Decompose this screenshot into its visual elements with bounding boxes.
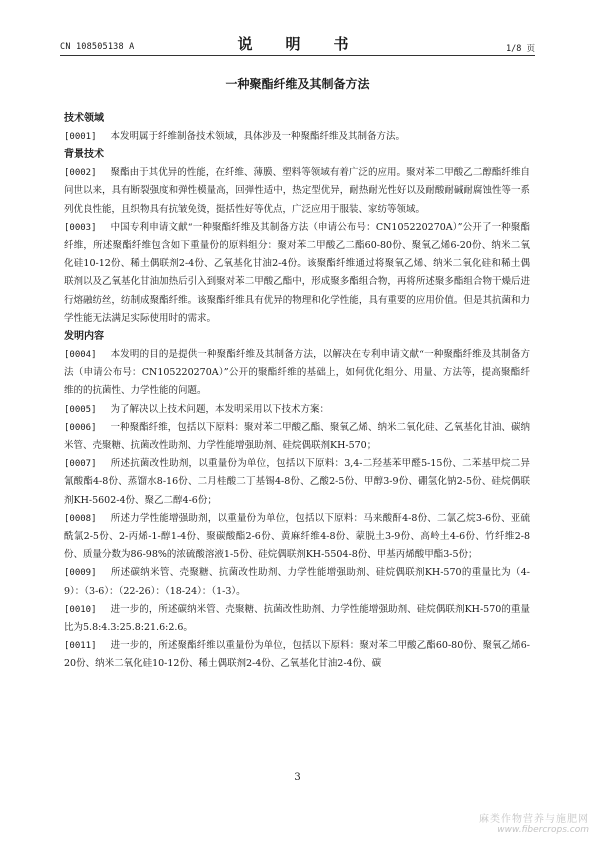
paragraph [64, 419, 530, 455]
site-watermark [479, 810, 589, 835]
paragraph-text: 本发明的目的是提供一种聚酯纤维及其制备方法，以解决在专利申请文献“一种聚酯纤维及其制备方法（申请公布号：CN105220270A）”公开的聚酯纤维的基础上，如何优化组分、用量、方法等，提高聚酯纤维的的抗菌性、力学性能的问题。 [64, 349, 530, 397]
paragraph-number: [0007] [64, 459, 97, 470]
paragraph [64, 164, 530, 219]
paragraph-number: [0005] [64, 404, 97, 415]
section-heading: 技术领域 [64, 113, 104, 124]
document-body [64, 110, 530, 674]
paragraph-number: [0003] [64, 222, 97, 233]
paragraph-text: 中国专利申请文献“一种聚酯纤维及其制备方法（申请公布号：CN105220270A）”公开了一种聚酯纤维，所述聚酯纤维包含如下重量份的原料组分：聚对苯二甲酸乙二酯60-80份、聚氧乙烯6-20份、纳米二氧化硅10-12份、稀土偶联剂2-4份、乙氧基化甘油2-4份。该聚酯纤维通过将聚氧乙烯、纳米二氧化硅和稀土偶联剂以及乙氧基化甘油加热后引入到聚对苯二甲酸乙酯中，形成聚多酯组合物，再将所述聚多酯组合物干燥后进行熔融纺丝，纺制成聚酯纤维。该聚酯纤维具有优异的物理和化学性能，具有重要的应用价值。但是其抗菌和力学性能无法满足实际使用时的需求。 [64, 221, 530, 324]
section-background [64, 146, 530, 328]
paragraph [64, 346, 530, 401]
page-number: 3 [294, 772, 301, 783]
paragraph-number: [0008] [64, 513, 97, 524]
paragraph-number: [0009] [64, 568, 97, 579]
watermark-url: www.fibercrops.com [497, 825, 589, 835]
paragraph-number: [0002] [64, 168, 97, 179]
paragraph-text: 所述抗菌改性助剂，以重量份为单位，包括以下原料：3,4-二羟基苯甲醛5-15份、二苯基甲烷二异氰酸酯4-8份、蒸馏水8-16份、二月桂酸二丁基锡4-8份、乙酸2-5份、甲醇3-9份、硼氢化钠2-5份、硅烷偶联剂KH-5602-4份、聚乙二醇4-6份； [64, 458, 530, 506]
paragraph [64, 128, 530, 146]
document-type: 说 明 书 [237, 35, 358, 53]
paragraph [64, 601, 530, 637]
paragraph-number: [0011] [64, 641, 97, 652]
paragraph-number: [0004] [64, 350, 97, 361]
paragraph-text: 所述力学性能增强助剂，以重量份为单位，包括以下原料：马来酸酐4-8份、二氯乙烷3-6份、亚硫酰氯2-5份、2-丙烯-1-醇1-4份、聚碳酸酯2-6份、黄麻纤维4-8份、蒙脱土3-9份、高岭土4-6份、竹纤维2-8份、质量分数为86-98%的浓硫酸溶液1-5份、硅烷偶联剂KH-5504-8份、甲基丙烯酸甲酯3-5份； [64, 512, 530, 561]
paragraph-text: 为了解决以上技术问题，本发明采用以下技术方案： [110, 403, 330, 415]
document-title: 一种聚酯纤维及其制备方法 [225, 77, 370, 91]
paragraph-text: 进一步的，所述聚酯纤维以重量份为单位，包括以下原料：聚对苯二甲酸乙酯60-80份、聚氧乙烯6-20份、纳米二氧化硅10-12份、稀土偶联剂2-4份、乙氧基化甘油2-4份、碳 [64, 640, 530, 670]
section-heading: 发明内容 [64, 331, 104, 343]
section-summary [64, 328, 530, 674]
patent-number: CN 108505138 A [60, 42, 135, 52]
paragraph-text: 一种聚酯纤维，包括以下原料：聚对苯二甲酸乙酯、聚氧乙烯、纳米二氧化硅、乙氧基化甘油、碳纳米管、壳聚糖、抗菌改性助剂、力学性能增强助剂、硅烷偶联剂KH-570； [64, 421, 530, 452]
paragraph [64, 510, 530, 565]
paragraph-text: 所述碳纳米管、壳聚糖、抗菌改性助剂、力学性能增强助剂、硅烷偶联剂KH-570的重量比为（4-9）：（3-6）：（22-26）：（18-24）：（1-3）。 [64, 567, 530, 597]
section-heading: 背景技术 [64, 149, 104, 161]
paragraph [64, 564, 530, 600]
paragraph-text: 聚酯由于其优异的性能，在纤维、薄膜、塑料等领域有着广泛的应用。聚对苯二甲酸乙二醇酯纤维自问世以来，具有断裂强度和弹性模量高，回弹性适中，热定型优异，耐热耐光性好以及耐酸耐碱耐腐蚀性等一系列优良性能，且织物具有抗皱免烫，挺括性好等优点，广泛应用于服装、家纺等领域。 [64, 167, 530, 215]
page-header [60, 28, 535, 54]
paragraph [64, 637, 530, 673]
paragraph-text: 本发明属于纤维制备技术领域，具体涉及一种聚酯纤维及其制备方法。 [110, 131, 406, 142]
page-of-total: 1/8 页 [506, 44, 535, 54]
paragraph-number: [0006] [64, 422, 97, 433]
paragraph [64, 219, 530, 328]
paragraph-number: [0001] [64, 132, 97, 142]
header-rule [60, 55, 535, 56]
section-technical-field [64, 110, 530, 146]
paragraph-text: 进一步的，所述碳纳米管、壳聚糖、抗菌改性助剂、力学性能增强助剂、硅烷偶联剂KH-570的重量比为5.8:4.3:25.8:21.6:2.6。 [64, 603, 530, 634]
paragraph-number: [0010] [64, 604, 97, 615]
paragraph [64, 455, 530, 510]
paragraph [64, 401, 530, 419]
watermark-site-name: 麻类作物营养与施肥网 [479, 814, 589, 825]
